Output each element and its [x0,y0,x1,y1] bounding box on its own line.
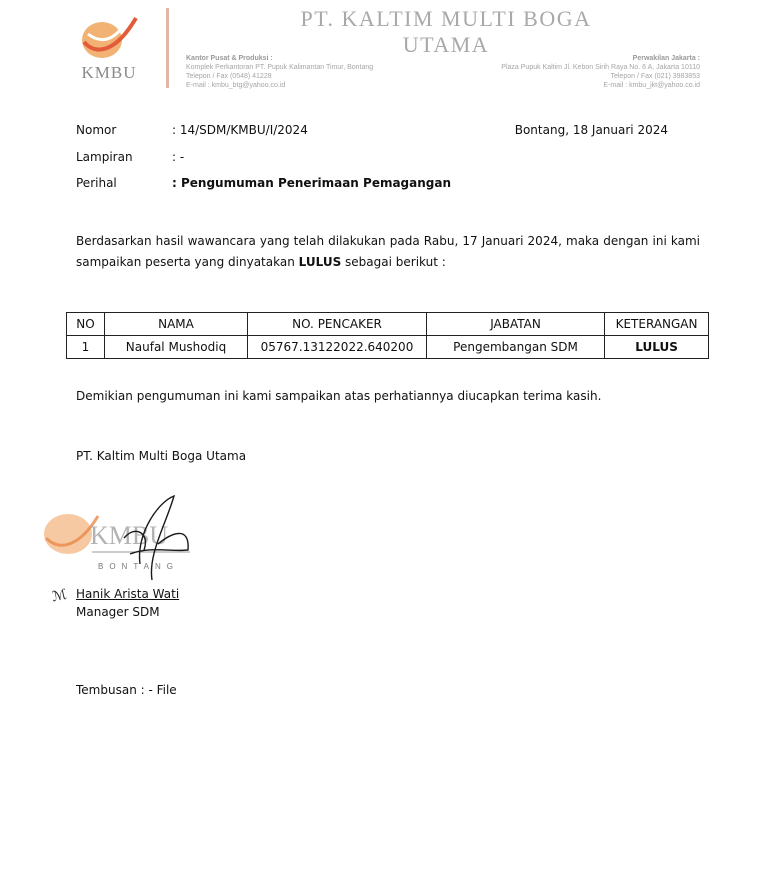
head-office-line: Telepon / Fax (0548) 41228 [186,73,272,80]
intro-line: Berdasarkan hasil wawancara yang telah dilakukan pada Rabu, 17 Januari 2024, maka dengan ini kami [76,234,700,248]
header-jabatan: JABATAN [426,313,604,336]
lampiran-label: Lampiran [76,150,133,164]
perihal-value: : Pengumuman Penerimaan Pemagangan [172,176,452,190]
cell-no: 1 [67,336,105,359]
company-logo [76,12,142,64]
head-office-line: Komplek Perkantoran PT. Pupuk Kalimantan Timur, Bontang [186,64,374,71]
intro-text: sebagai berikut : [341,255,446,269]
head-office-address [186,54,426,90]
company-name: PT. KALTIM MULTI BOGA UTAMA [300,6,592,57]
jakarta-office-line: Telepon / Fax (021) 3983853 [610,73,700,80]
header-nama: NAMA [104,313,247,336]
head-office-title: Kantor Pusat & Produksi : [186,55,273,62]
intro-paragraph [76,231,700,273]
lulus-emphasis: LULUS [298,255,342,269]
lampiran-value: : - [172,150,185,164]
tembusan-line: Tembusan : - File [76,683,177,697]
initials-signature-icon: ℳ [50,586,69,606]
jakarta-office-line: E-mail : kmbu_jkt@yahoo.co.id [603,82,700,89]
letter-date: Bontang, 18 Januari 2024 [514,123,668,137]
jakarta-office-line: Plaza Pupuk Kaltim Jl. Kebon Sirih Raya No. 6 A, Jakarta 10110 [501,64,700,71]
cell-no-pencaker: 05767.13122022.640200 [248,336,427,359]
nomor-label: Nomor [76,123,117,137]
intro-line [76,252,700,273]
header-no-pencaker: NO. PENCAKER [248,313,427,336]
cell-nama: Naufal Mushodiq [104,336,247,359]
cell-keterangan: LULUS [605,336,709,359]
cell-jabatan: Pengembangan SDM [426,336,604,359]
company-stamp [40,494,200,582]
header-keterangan: KETERANGAN [605,313,709,336]
stamp-signature-graphic [40,494,200,582]
closing-paragraph: Demikian pengumuman ini kami sampaikan atas perhatiannya diucapkan terima kasih. [76,389,602,403]
jakarta-office-address [440,54,700,90]
stamp-city-text: BONTANG [98,562,179,571]
results-table [66,312,709,359]
head-office-line: E-mail : kmbu_btg@yahoo.co.id [186,82,286,89]
logo-swirl-icon [76,12,142,64]
signatory-name: Hanik Arista Wati [76,587,180,601]
table-header-row [67,313,709,336]
company-sign-name: PT. Kaltim Multi Boga Utama [76,449,247,463]
stamp-logo-text: KMBU [90,521,169,550]
nomor-value: : 14/SDM/KMBU/I/2024 [172,123,308,137]
header-no: NO [67,313,105,336]
perihal-label: Perihal [76,176,117,190]
intro-text: sampaikan peserta yang dinyatakan [76,255,299,269]
signatory-title: Manager SDM [76,605,160,619]
letterhead-divider [166,8,169,88]
table-row [67,336,709,359]
jakarta-office-title: Perwakilan Jakarta : [632,55,700,62]
logo-text: KMBU [81,63,137,82]
